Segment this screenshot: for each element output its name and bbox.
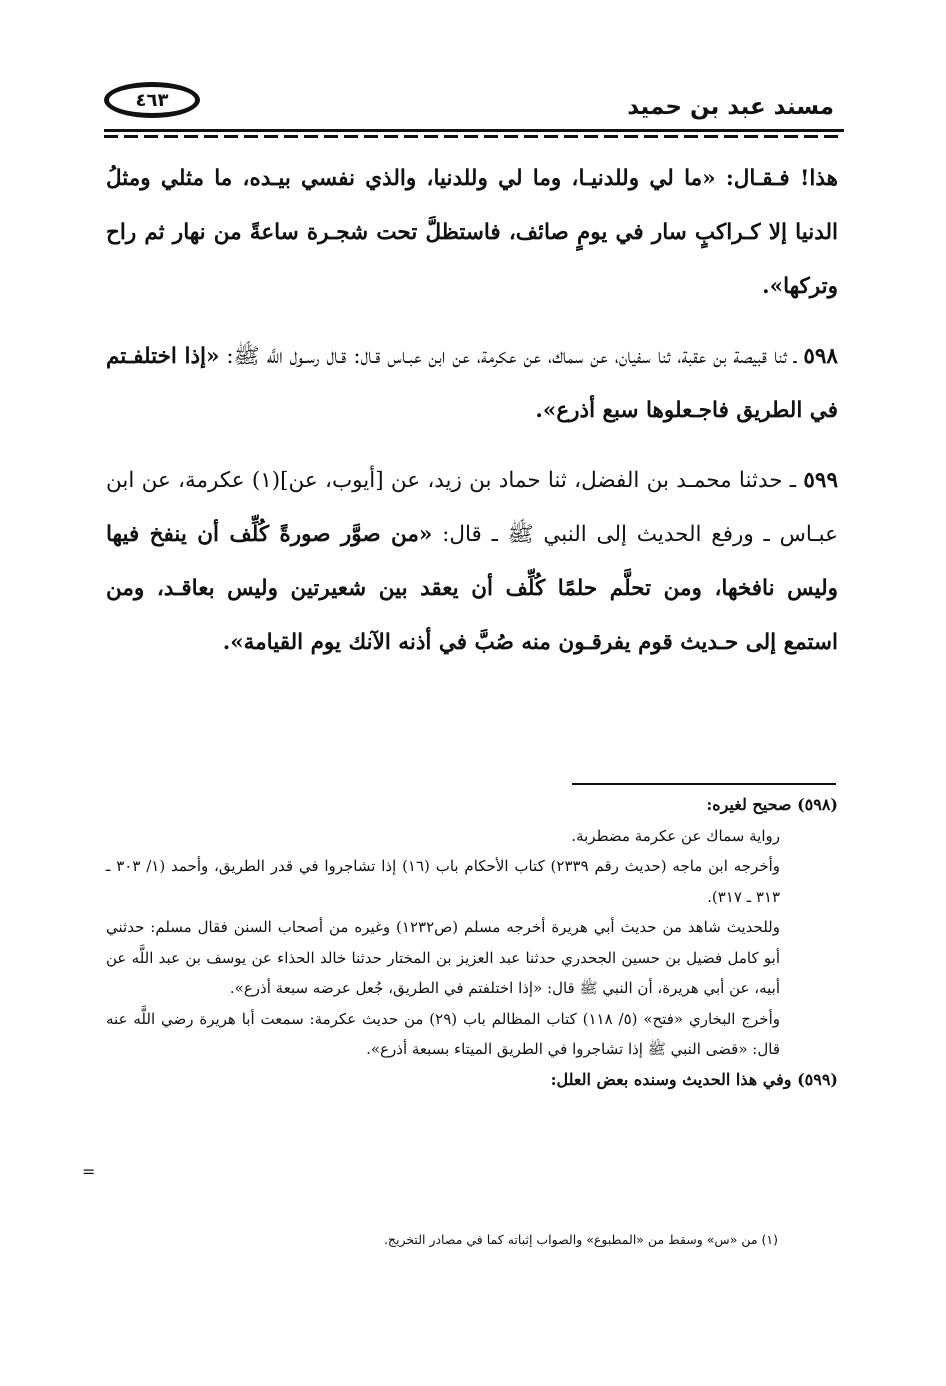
- hadith-598: [106, 330, 838, 438]
- note-598-line: وللحديث شاهد من حديث أبي هريرة أخرجه مسلم (ص١٢٣٢) وغيره من أصحاب السنن فقال مسلم: حدثني أبو كامل فضيل بن حسين الجحدري حدثنا عبد العزيز بن المختار حدثنا خالد الحذاء عن يوسف بن عبد اللَّه عن أبيه، عن أبي هريرة، أن النبي ﷺ قال: «إذا اختلفتم في الطريق، جُعل عرضه سبعة أذرع».: [106, 918, 780, 997]
- footnote: (١) من «س» وسقط من «المطبوع» والصواب إثباته كما في مصادر التخريج.: [383, 1232, 778, 1247]
- main-text: [106, 152, 838, 686]
- running-title: مسند عبد بن حميد: [627, 94, 834, 120]
- note-598-line: وأخرجه ابن ماجه (حديث رقم ٢٣٣٩) كتاب الأحكام باب (١٦) إذا تشاجروا في قدر الطريق، وأحمد (١/ ٣٠٣ ـ ٣١٣ ـ ٣١٧).: [106, 857, 780, 906]
- matn-text: «من صوَّر صورةً كُلِّف أن ينفخ فيها وليس نافخها، ومن تحلَّم حلمًا كُلِّف أن يعقد بين شعيرتين وليس بعاقـد، ومن استمع إلى حـديث قوم يفرقـون منه صُبَّ في أذنه الآنك يوم القيامة».: [106, 522, 838, 655]
- paragraph-continuation: [106, 152, 838, 314]
- hadith-number: ٥٩٩: [803, 468, 838, 493]
- takhrij-notes: [106, 790, 838, 1095]
- note-598-line: رواية سماك عن عكرمة مضطربة.: [571, 826, 780, 845]
- matn-text: «إذا اختلفـتم في الطريق فاجـعلوها سبع أذرع».: [106, 344, 838, 423]
- page-number: ٤٦٣: [135, 89, 169, 111]
- page-number-badge: [104, 82, 200, 118]
- header-rule: [104, 129, 844, 139]
- isnad-text: ـ ثنا قبيصة بن عقبة، ثنا سفيان، عن سماك، عن عكرمة، عن ابن عبـاس قـال: قـال رسـول اللَّه ﷺ:: [226, 344, 797, 369]
- note-598-line: وأخرج البخاري «فتح» (٥/ ١١٨) كتاب المظالم باب (٢٩) من حديث عكرمة: سمعت أبا هريرة رضي اللَّه عنه قال: «قضى النبي ﷺ إذا تشاجروا في الطريق الميتاء بسبعة أذرع».: [106, 1009, 780, 1058]
- isnad-text: ـ حدثنا محمـد بن الفضل، ثنا حماد بن زيد، عن [أيوب، عن](١) عكرمة، عن ابن عبـاس ـ ورفع الحديث إلى النبي ﷺ ـ قال:: [106, 468, 838, 547]
- note-598-label: (٥٩٨) صحيح لغيره:: [706, 795, 838, 814]
- hadith-599: [106, 454, 838, 670]
- hadith-text: هذا! فـقـال: «ما لي وللدنيـا، وما لي وللدنيا، والذي نفسي بيـده، ما مثلي ومثلُ الدنيا إلا كـراكبٍ سار في يومٍ صائف، فاستظلَّ تحت شجـرة ساعةً من نهار ثم راح وتركها».: [106, 166, 838, 299]
- note-599: (٥٩٩) وفي هذا الحديث وسنده بعض العلل:: [550, 1069, 838, 1089]
- hadith-number: ٥٩٨: [803, 344, 838, 369]
- notes-separator: [572, 783, 836, 785]
- margin-mark: =: [82, 1162, 96, 1181]
